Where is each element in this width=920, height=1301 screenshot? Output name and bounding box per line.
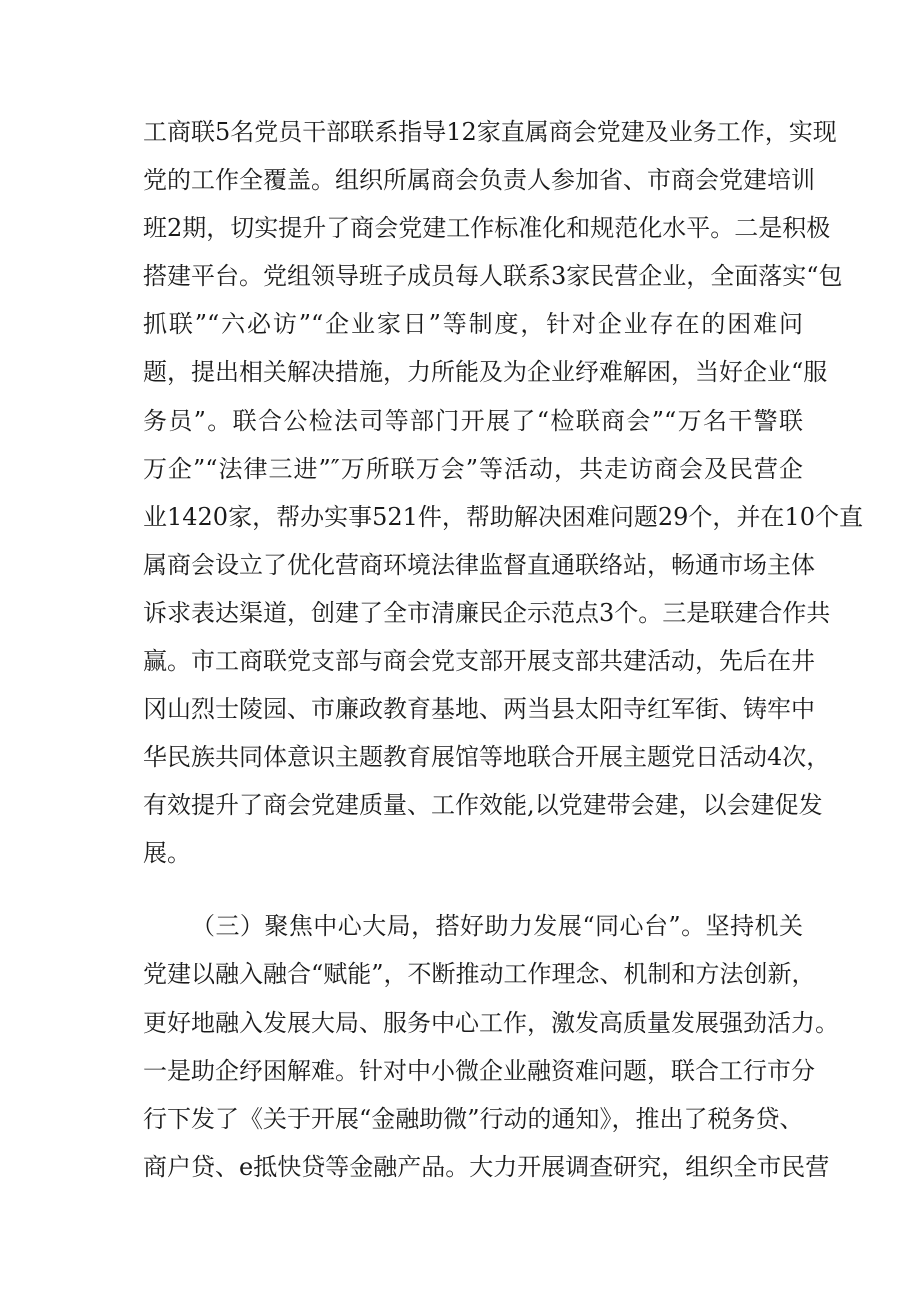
- text-line: 商户贷、e抵快贷等金融产品。大力开展调查研究，组织全市民营: [143, 1153, 830, 1181]
- text-line: 党的工作全覆盖。组织所属商会负责人参加省、市商会党建培训: [143, 166, 815, 194]
- text-line: 抓联”“六必访”“企业家日”等制度，针对企业存在的困难问: [143, 310, 803, 338]
- text-line: 有效提升了商会党建质量、工作效能,以党建带会建，以会建促发: [143, 791, 823, 819]
- text-line: 一是助企纾困解难。针对中小微企业融资难问题，联合工行市分: [143, 1057, 815, 1085]
- text-line: 搭建平台。党组领导班子成员每人联系3家民营企业，全面落实“包: [143, 262, 843, 290]
- text-line: 展。: [143, 839, 191, 867]
- text-line: 赢。市工商联党支部与商会党支部开展支部共建活动，先后在井: [143, 647, 815, 675]
- section-heading-line: （三）聚焦中心大局，搭好助力发展“同心台”。坚持机关: [191, 912, 803, 940]
- text-line: 题，提出相关解决措施，力所能及为企业纾难解困，当好企业“服: [143, 358, 828, 386]
- text-line: 业1420家，帮办实事521件，帮助解决困难问题29个，并在10个直: [143, 503, 863, 531]
- text-line: 华民族共同体意识主题教育展馆等地联合开展主题党日活动4次，: [143, 743, 831, 771]
- text-line: 属商会设立了优化营商环境法律监督直通联络站，畅通市场主体: [143, 551, 815, 579]
- text-line: 党建以融入融合“赋能”，不断推动工作理念、机制和方法创新，: [143, 960, 816, 988]
- text-line: 班2期，切实提升了商会党建工作标准化和规范化水平。二是积极: [143, 214, 831, 242]
- text-line: 万企”“法律三进”″万所联万会”等活动，共走访商会及民营企: [143, 455, 803, 483]
- text-line: 行下发了《关于开展“金融助微”行动的通知》，推出了税务贷、: [143, 1105, 804, 1133]
- text-line: 务员”。联合公检法司等部门开展了“检联商会”“万名干警联: [143, 407, 803, 435]
- text-line: 更好地融入发展大局、服务中心工作，激发高质量发展强劲活力。: [143, 1009, 839, 1037]
- text-line: 冈山烈士陵园、市廉政教育基地、两当县太阳寺红军街、铸牢中: [143, 695, 815, 723]
- text-line: 诉求表达渠道，创建了全市清廉民企示范点3个。三是联建合作共: [143, 599, 831, 627]
- text-line: 工商联5名党员干部联系指导12家直属商会党建及业务工作，实现: [143, 118, 837, 146]
